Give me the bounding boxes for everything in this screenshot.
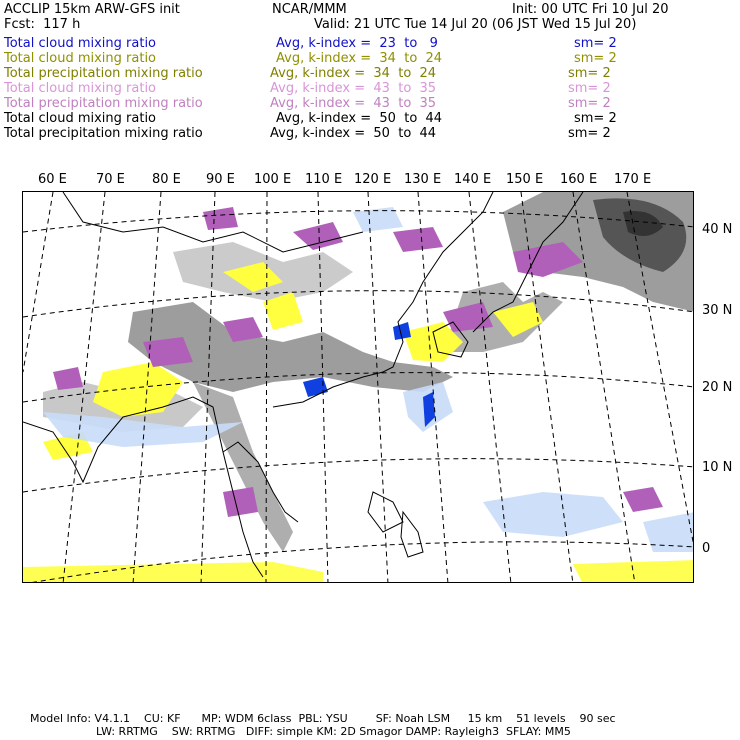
lat-label: 10 N — [702, 460, 733, 475]
cloud-mixing-ratio-map — [23, 192, 694, 583]
lat-label: 0 — [702, 541, 711, 556]
valid-time: Valid: 21 UTC Tue 14 Jul 20 (06 JST Wed 15 Jul 20) — [314, 17, 637, 32]
lon-label: 90 E — [206, 172, 235, 187]
legend-avg: Avg, k-index = 50 to 44 — [276, 111, 443, 126]
legend-field: Total precipitation mixing ratio — [4, 96, 203, 111]
legend-field: Total cloud mixing ratio — [4, 36, 157, 51]
lon-label: 60 E — [38, 172, 67, 187]
lat-label: 30 N — [702, 303, 733, 318]
legend-field: Total cloud mixing ratio — [4, 51, 157, 66]
lon-label: 170 E — [614, 172, 652, 187]
model-info-line2: LW: RRTMG SW: RRTMG DIFF: simple KM: 2D Smagor DAMP: Rayleigh3 SFLAY: MM5 — [96, 725, 571, 738]
lon-label: 110 E — [305, 172, 343, 187]
legend-sm: sm= 2 — [574, 111, 617, 126]
legend-sm: sm= 2 — [574, 51, 617, 66]
lon-label: 120 E — [354, 172, 392, 187]
legend-avg: Avg, k-index = 43 to 35 — [270, 96, 437, 111]
lon-label: 130 E — [404, 172, 442, 187]
map-panel — [22, 191, 694, 583]
lon-label: 80 E — [152, 172, 181, 187]
legend-sm: sm= 2 — [574, 36, 617, 51]
legend-field: Total precipitation mixing ratio — [4, 126, 203, 141]
legend-avg: Avg, k-index = 34 to 24 — [270, 66, 437, 81]
legend-avg: Avg, k-index = 43 to 35 — [270, 81, 437, 96]
lat-label: 20 N — [702, 380, 733, 395]
legend-avg: Avg, k-index = 50 to 44 — [270, 126, 437, 141]
lat-label: 40 N — [702, 222, 733, 237]
legend-sm: sm= 2 — [568, 81, 611, 96]
legend-avg: Avg, k-index = 34 to 24 — [276, 51, 443, 66]
legend-sm: sm= 2 — [568, 126, 611, 141]
plot-title: ACCLIP 15km ARW-GFS init — [4, 2, 180, 17]
lon-label: 100 E — [254, 172, 292, 187]
lon-label: 150 E — [506, 172, 544, 187]
legend-field: Total cloud mixing ratio — [4, 111, 157, 126]
model-info-line1: Model Info: V4.1.1 CU: KF MP: WDM 6class PBL: YSU SF: Noah LSM 15 km 51 levels 90 sec — [30, 712, 616, 725]
legend-sm: sm= 2 — [568, 66, 611, 81]
legend-sm: sm= 2 — [568, 96, 611, 111]
lon-label: 70 E — [96, 172, 125, 187]
organization-label: NCAR/MMM — [272, 2, 347, 17]
legend-avg: Avg, k-index = 23 to 9 — [276, 36, 438, 51]
init-time: Init: 00 UTC Fri 10 Jul 20 — [512, 2, 669, 17]
lon-label: 160 E — [560, 172, 598, 187]
lon-label: 140 E — [454, 172, 492, 187]
legend-field: Total cloud mixing ratio — [4, 81, 157, 96]
legend-field: Total precipitation mixing ratio — [4, 66, 203, 81]
forecast-hour: Fcst: 117 h — [4, 17, 81, 32]
